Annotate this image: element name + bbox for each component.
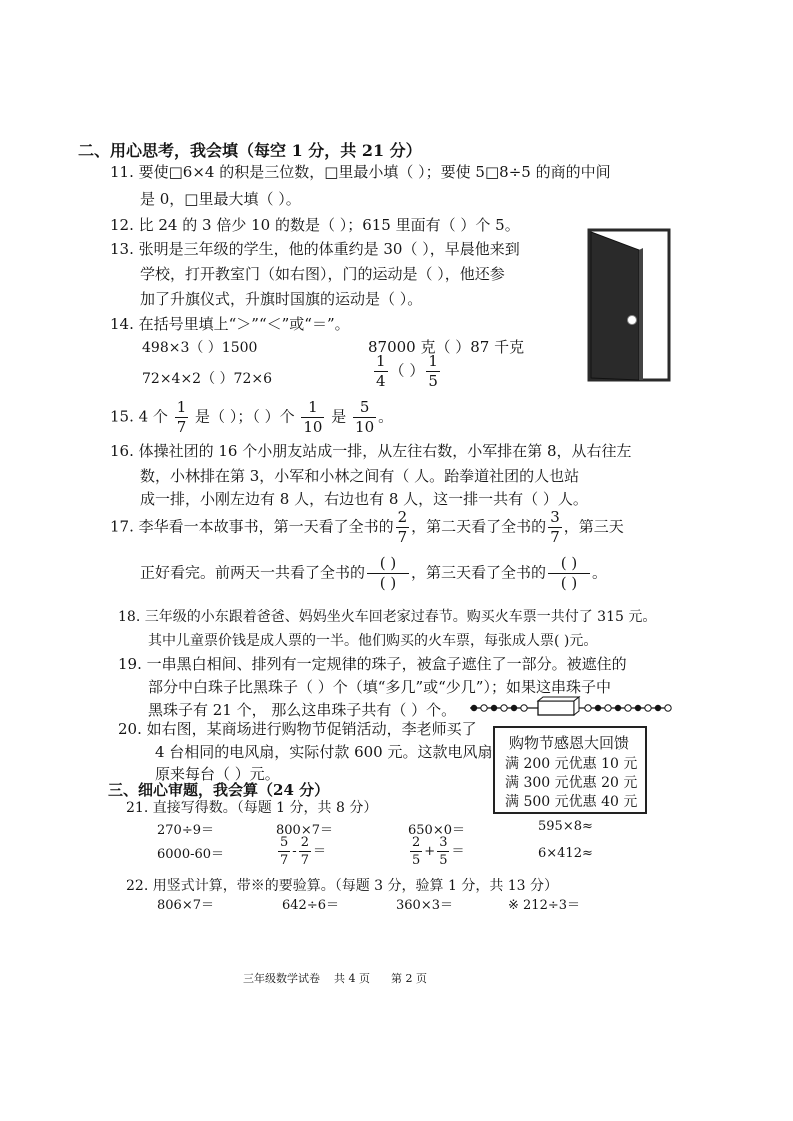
- q14-d: $\frac{1}{4}$ （ ） $\frac{1}{5}$: [376, 352, 438, 390]
- q21-fraction-item: $\frac{2}{5}$ + $\frac{3}{5}$ ＝: [412, 835, 465, 868]
- section-3-heading: 三、细心审题，我会算（24 分）: [108, 781, 330, 799]
- footer-exam-name: 三年级数学试卷: [243, 972, 320, 985]
- q15-text: 15. 4 个 $\frac{1}{7}$ 是（ ）；（ ）个 $\frac{1}{10}$ 是 $\frac{5}{10}$ 。: [110, 398, 394, 436]
- q18-line-2: 其中儿童票价钱是成人票的一半。他们购买的火车票，每张成人票( )元。: [148, 633, 598, 649]
- q21-item: 595×8≈: [538, 819, 593, 834]
- q14-b: 87000 克（ ）87 千克: [368, 338, 525, 356]
- q13-line-2: 学校，打开教室门（如右图），门的运动是（ ），他还参: [140, 265, 505, 283]
- fraction: $\frac{1}{5}$: [428, 352, 438, 390]
- section-2-heading: 二、用心思考，我会填（每空 1 分，共 21 分）: [78, 141, 422, 160]
- q14-c: 72×4×2（ ）72×6: [142, 371, 272, 387]
- q17-line-1: 17. 李华看一本故事书，第一天看了全书的 $\frac{2}{7}$ ，第二天看了全书的 $\frac{3}{7}$ ，第三天: [110, 508, 624, 546]
- q19-line-3: 黑珠子有 21 个， 那么这串珠子共有（ ）个。: [148, 701, 457, 719]
- q19-line-2: 部分中白珠子比黑珠子（ ）个（填“多几”或“少几”）；如果这串珠子中: [148, 678, 611, 696]
- q16-line-2: 数，小林排在第 3，小军和小林之间有（ 人。跆拳道社团的人也站: [140, 467, 580, 485]
- hidden-box-icon: [538, 697, 579, 715]
- q13-line-3: 加了升旗仪式，升旗时国旗的运动是（ ）。: [140, 290, 423, 308]
- q11-line-2: 是 0，□里最大填（ ）。: [140, 190, 301, 208]
- promo-line: 满 200 元优惠 10 元: [505, 756, 638, 772]
- footer-total-pages: 共 4 页: [334, 972, 370, 985]
- promo-box: [493, 726, 647, 814]
- q21-item: 650×0＝: [408, 823, 465, 838]
- q17-line-2: 正好看完。前两天一共看了全书的 $\frac{( )}{( )}$ ，第三天看了全书的 $\frac{( )}{( )}$ 。: [140, 554, 608, 592]
- footer: [243, 970, 427, 986]
- promo-line: 满 500 元优惠 40 元: [505, 794, 638, 810]
- q22-item: ※ 212÷3＝: [508, 898, 581, 913]
- q18-line-1: 18. 三年级的小东跟着爸爸、妈妈坐火车回老家过春节。购买火车票一共付了 315 元。: [118, 609, 657, 625]
- footer-page-number: 第 2 页: [390, 972, 427, 985]
- q22-item: 360×3＝: [396, 898, 453, 913]
- q13-line-1: 13. 张明是三年级的学生，他的体重约是 30（ ），早晨他来到: [110, 240, 520, 258]
- q20-line-3: 原来每台（ ）元。: [155, 765, 280, 783]
- q14-a: 498×3（ ）1500: [142, 340, 258, 356]
- q21-item: 6000-60＝: [157, 847, 225, 862]
- q16-line-3: 成一排，小刚左边有 8 人，右边也有 8 人，这一排一共有（ ）人。: [140, 490, 588, 508]
- q21-item: 6×412≈: [538, 846, 593, 861]
- q16-line-1: 16. 体操社团的 16 个小朋友站成一排，从左往右数，小军排在第 8，从右往左: [110, 442, 632, 460]
- q14-title: 14. 在括号里填上“＞”“＜”或“＝”。: [110, 315, 350, 333]
- q21-item: 800×7＝: [276, 823, 333, 838]
- q12-text: 12. 比 24 的 3 倍少 10 的数是（ ）；615 里面有（ ）个 5。: [110, 216, 520, 234]
- q11-line-1: 11. 要使□6×4 的积是三位数，□里最小填（ ）；要使 5□8÷5 的商的中间: [110, 163, 611, 181]
- q21-fraction-item: $\frac{5}{7}$ - $\frac{2}{7}$ ＝: [280, 835, 326, 868]
- q21-title: 21. 直接写得数。（每题 1 分，共 8 分）: [126, 800, 378, 816]
- q22-item: 642÷6＝: [282, 898, 339, 913]
- q22-title: 22. 用竖式计算，带※的要验算。（每题 3 分，验算 1 分，共 13 分）: [126, 878, 559, 894]
- q22-item: 806×7＝: [157, 898, 214, 913]
- promo-line: 满 300 元优惠 20 元: [505, 775, 638, 791]
- door-figure: [583, 228, 673, 384]
- q19-line-1: 19. 一串黑白相间、排列有一定规律的珠子，被盒子遮住了一部分。被遮住的: [118, 655, 627, 673]
- promo-title: 购物节感恩大回馈: [509, 734, 630, 752]
- fraction: $\frac{1}{4}$: [376, 352, 386, 390]
- door-knob-icon: [628, 316, 637, 325]
- bead-string: [468, 696, 673, 720]
- q21-item: 270÷9＝: [157, 823, 214, 838]
- q20-line-2: 4 台相同的电风扇，实际付款 600 元。这款电风扇: [155, 743, 493, 761]
- q20-line-1: 20. 如右图，某商场进行购物节促销活动，李老师买了: [118, 720, 477, 738]
